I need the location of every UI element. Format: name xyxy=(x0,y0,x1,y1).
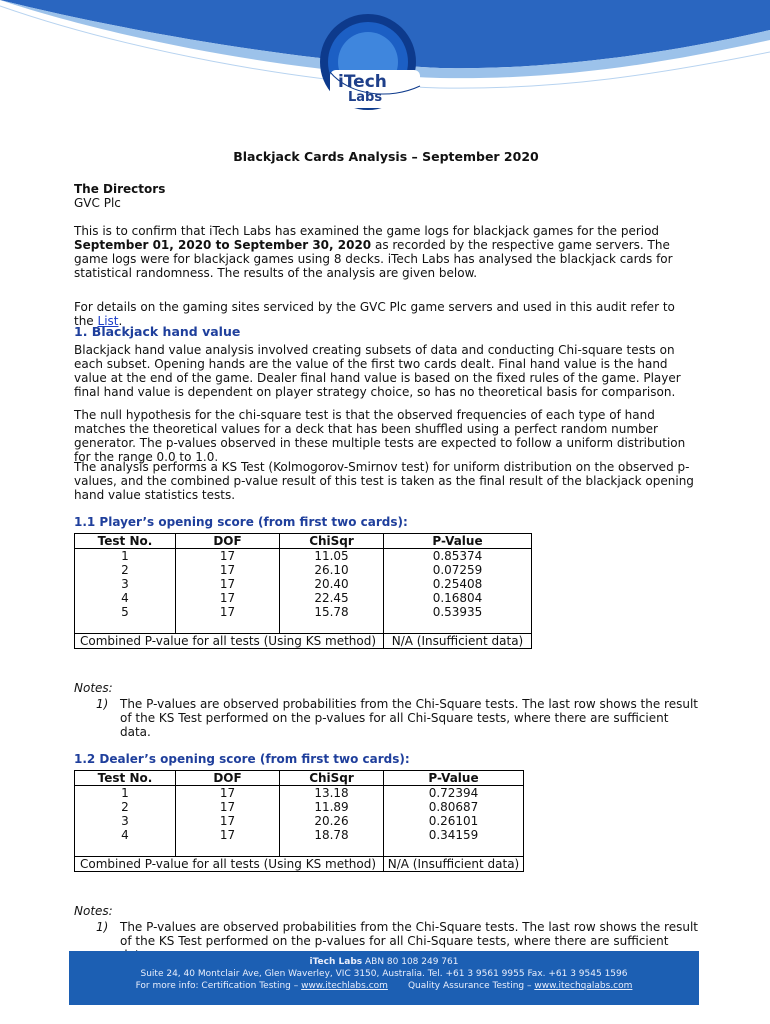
cell-p-value: 0.25408 xyxy=(384,577,532,591)
details-end: . xyxy=(118,314,123,328)
cell-chisqr: 18.78 xyxy=(280,828,384,842)
cell-chisqr: 22.45 xyxy=(280,591,384,605)
table-row xyxy=(75,828,524,842)
cell-chisqr: 15.78 xyxy=(280,605,384,619)
table-row xyxy=(75,800,524,814)
combined-label: Combined P-value for all tests (Using KS method) xyxy=(75,857,384,872)
intro-period: September 01, 2020 to September 30, 2020 xyxy=(74,238,372,252)
footer-abn: ABN 80 108 249 761 xyxy=(362,957,459,967)
section-1-heading: 1. Blackjack hand value xyxy=(74,324,241,339)
table-header-row xyxy=(75,771,524,786)
footer-company: iTech Labs xyxy=(309,957,363,967)
footer-more-info: For more info: Certification Testing – xyxy=(135,981,302,991)
details-text: For details on the gaming sites serviced by the GVC Plc game servers and used in this audit refer to the xyxy=(74,300,675,328)
table-row xyxy=(75,577,532,591)
logo-line-1: iTech xyxy=(338,72,387,92)
cell-dof: 17 xyxy=(176,828,280,842)
note-1-number: 1) xyxy=(96,697,109,711)
cell-dof: 17 xyxy=(176,786,280,801)
section-1-paragraph-1: Blackjack hand value analysis involved creating subsets of data and conducting Chi-square tests on each subset. Opening hands are the value of the first two cards dealt. Final hand value is the hand value at the end of the game. Dealer final hand value is based on the fixed rules of the game. Player final hand value is dependent on player strategy choice, so has no theoretical basis for comparison. xyxy=(74,343,681,399)
cell-dof: 17 xyxy=(176,814,280,828)
table-header-row xyxy=(75,534,532,549)
page-footer xyxy=(69,951,699,1005)
footer-line-1 xyxy=(69,956,699,968)
table-row-empty xyxy=(75,842,524,857)
list-link[interactable]: List xyxy=(97,314,119,328)
notes-2-title: Notes: xyxy=(74,904,113,918)
cell-p-value: 0.07259 xyxy=(384,563,532,577)
table-combined-row xyxy=(75,857,524,872)
table-row xyxy=(75,563,532,577)
col-header-chisqr: ChiSqr xyxy=(280,534,384,549)
cell-test-no: 5 xyxy=(75,605,176,619)
cell-dof: 17 xyxy=(176,563,280,577)
section-1-paragraph-3: The analysis performs a KS Test (Kolmogorov-Smirnov test) for uniform distribution on the observed p-values, and the combined p-value result of this test is taken as the final result of the blackjack opening hand value statistics tests. xyxy=(74,460,694,502)
header-decoration xyxy=(0,0,770,140)
qa-testing-link[interactable]: www.itechqalabs.com xyxy=(534,981,633,991)
cell-test-no: 3 xyxy=(75,577,176,591)
logo-line-2: Labs xyxy=(348,90,383,105)
combined-value: N/A (Insufficient data) xyxy=(384,634,532,649)
table-row xyxy=(75,605,532,619)
itech-logo-text xyxy=(338,74,387,104)
company-name: GVC Plc xyxy=(74,196,121,210)
cell-test-no: 1 xyxy=(75,786,176,801)
cell-test-no: 2 xyxy=(75,563,176,577)
cell-chisqr: 20.40 xyxy=(280,577,384,591)
col-header-test-no: Test No. xyxy=(75,771,176,786)
note-2-text: The P-values are observed probabilities from the Chi-Square tests. The last row shows the result of the KS Test performed on the p-values for all Chi-Square tests, where there are sufficient xyxy=(120,920,698,948)
footer-line-3 xyxy=(69,980,699,992)
cell-dof: 17 xyxy=(176,591,280,605)
col-header-p-value: P-Value xyxy=(384,534,532,549)
player-opening-score-table xyxy=(74,533,532,649)
footer-address: Suite 24, 40 Montclair Ave, Glen Waverley, VIC 3150, Australia. Tel. +61 3 9561 9955 Fax. +61 3 9545 1596 xyxy=(140,969,628,979)
col-header-test-no: Test No. xyxy=(75,534,176,549)
table-row-empty xyxy=(75,619,532,634)
cell-p-value: 0.85374 xyxy=(384,549,532,564)
dealer-opening-score-table xyxy=(74,770,524,872)
addressee: The Directors xyxy=(74,182,166,196)
table-row xyxy=(75,549,532,564)
cell-test-no: 1 xyxy=(75,549,176,564)
table-2-heading: 1.2 Dealer’s opening score (from first two cards): xyxy=(74,752,410,766)
note-2-number: 1) xyxy=(96,920,109,934)
cell-chisqr: 13.18 xyxy=(280,786,384,801)
cell-chisqr: 20.26 xyxy=(280,814,384,828)
cert-testing-link[interactable]: www.itechlabs.com xyxy=(301,981,388,991)
cell-test-no: 4 xyxy=(75,591,176,605)
section-1-paragraph-2: The null hypothesis for the chi-square test is that the observed frequencies of each type of hand matches the theoretical values for a deck that has been shuffled using a perfect random number generator. The p-values observed in these multiple tests are expected to follow a uniform distribution for the range 0.0 to 1.0. xyxy=(74,408,686,464)
cell-p-value: 0.34159 xyxy=(384,828,524,842)
cell-dof: 17 xyxy=(176,605,280,619)
cell-dof: 17 xyxy=(176,549,280,564)
table-1-heading: 1.1 Player’s opening score (from first two cards): xyxy=(74,515,408,529)
note-1-text: The P-values are observed probabilities from the Chi-Square tests. The last row shows the result of the KS Test performed on the p-values for all Chi-Square tests, where there are sufficient data. xyxy=(120,697,698,739)
table-row xyxy=(75,814,524,828)
cell-chisqr: 11.89 xyxy=(280,800,384,814)
col-header-dof: DOF xyxy=(176,771,280,786)
cell-test-no: 4 xyxy=(75,828,176,842)
col-header-p-value: P-Value xyxy=(384,771,524,786)
intro-paragraph xyxy=(74,224,698,280)
col-header-chisqr: ChiSqr xyxy=(280,771,384,786)
notes-1-title: Notes: xyxy=(74,681,113,695)
cell-p-value: 0.26101 xyxy=(384,814,524,828)
combined-value: N/A (Insufficient data) xyxy=(384,857,524,872)
table-row xyxy=(75,786,524,801)
document-title: Blackjack Cards Analysis – September 2020 xyxy=(233,149,539,164)
col-header-dof: DOF xyxy=(176,534,280,549)
footer-qa-text: Quality Assurance Testing – xyxy=(387,981,535,991)
cell-p-value: 0.80687 xyxy=(384,800,524,814)
cell-test-no: 3 xyxy=(75,814,176,828)
cell-p-value: 0.72394 xyxy=(384,786,524,801)
cell-dof: 17 xyxy=(176,800,280,814)
cell-dof: 17 xyxy=(176,577,280,591)
cell-p-value: 0.53935 xyxy=(384,605,532,619)
table-combined-row xyxy=(75,634,532,649)
combined-label: Combined P-value for all tests (Using KS method) xyxy=(75,634,384,649)
cell-chisqr: 11.05 xyxy=(280,549,384,564)
table-row xyxy=(75,591,532,605)
cell-test-no: 2 xyxy=(75,800,176,814)
intro-text-b: as recorded by the respective game servers. The game logs were for blackjack games using 8 decks. iTech Labs has analysed the blackjack cards for statistical randomness. The results of the analysis are given below. xyxy=(74,238,673,280)
cell-p-value: 0.16804 xyxy=(384,591,532,605)
intro-text-a: This is to confirm that iTech Labs has examined the game logs for blackjack games for the period xyxy=(74,224,660,238)
cell-chisqr: 26.10 xyxy=(280,563,384,577)
